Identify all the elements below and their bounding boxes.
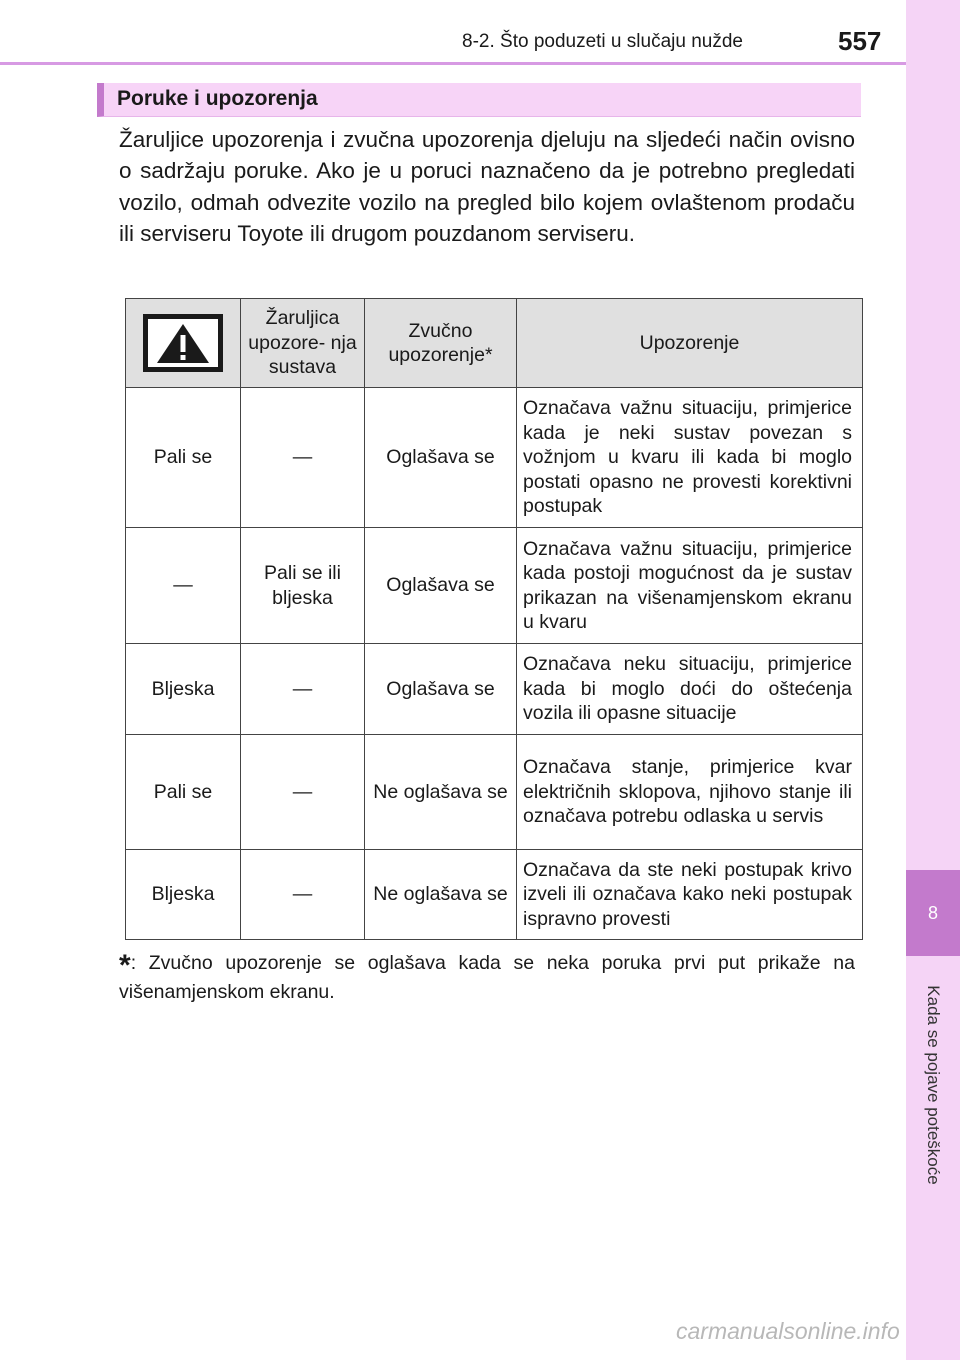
cell-system-light: — [241, 850, 365, 940]
cell-warning-light: Pali se [126, 735, 241, 850]
footnote [119, 950, 855, 1005]
cell-warning-light: — [126, 528, 241, 644]
warning-triangle-icon [143, 314, 223, 372]
footnote-marker: * [119, 949, 131, 982]
cell-description: Označava da ste neki postupak krivo izveli ili označava kako neki postupak ispravno provesti [517, 850, 863, 940]
header-warning: Upozorenje [517, 299, 863, 388]
warning-table [125, 298, 863, 940]
chapter-title-vertical: Kada se pojave poteškoće [924, 985, 943, 1185]
watermark[interactable]: carmanualsonline.info [676, 1318, 900, 1344]
cell-description: Označava važnu situaciju, primjerice kada postoji mogućnost da je sustav prikazan na višenamjenskom ekranu u kvaru [517, 528, 863, 644]
table-row [126, 735, 863, 850]
footnote-text: : Zvučno upozorenje se oglašava kada se neka poruka prvi put prikaže na višenamjenskom ekranu. [119, 952, 855, 1003]
cell-warning-light: Pali se [126, 388, 241, 528]
table-row [126, 644, 863, 735]
cell-buzzer: Ne oglašava se [365, 850, 517, 940]
page-number: 557 [838, 26, 882, 56]
table-header-row [126, 299, 863, 388]
section-heading: Poruke i upozorenja [97, 83, 861, 117]
intro-paragraph: Žaruljice upozorenja i zvučna upozorenja djeluju na sljedeći način ovisno o sadržaju poruke. Ako je u poruci naznačeno da je potrebno pregledati vozilo, odmah odvezite vozilo na pregled bilo kojem ovlaštenom prodaču ili serviseru Toyote ili drugom pouzdanom serviseru. [119, 127, 855, 246]
header-buzzer: Zvučno upozorenje* [365, 299, 517, 388]
table-row [126, 528, 863, 644]
cell-warning-light: Bljeska [126, 644, 241, 735]
cell-buzzer: Oglašava se [365, 644, 517, 735]
header-system-light: Žaruljica upozore- nja sustava [241, 299, 365, 388]
header-rule [0, 62, 906, 65]
cell-system-light: — [241, 644, 365, 735]
cell-buzzer: Oglašava se [365, 528, 517, 644]
cell-buzzer: Oglašava se [365, 388, 517, 528]
cell-system-light: — [241, 388, 365, 528]
chapter-number-badge: 8 [906, 870, 960, 956]
cell-description: Označava važnu situaciju, primjerice kada je neki sustav povezan s vožnjom u kvaru ili kada bi moglo postati opasno ne provesti korektivni postupak [517, 388, 863, 528]
cell-system-light: — [241, 735, 365, 850]
section-breadcrumb: 8-2. Što poduzeti u slučaju nužde [462, 31, 743, 52]
table-row [126, 388, 863, 528]
cell-buzzer: Ne oglašava se [365, 735, 517, 850]
cell-description: Označava neku situaciju, primjerice kada bi moglo doći do oštećenja vozila ili opasne situacije [517, 644, 863, 735]
table-row [126, 850, 863, 940]
icon-header-cell [126, 299, 241, 388]
cell-description: Označava stanje, primjerice kvar električnih sklopova, njihovo stanje ili označava potrebu odlaska u servis [517, 735, 863, 850]
cell-system-light: Pali se ili bljeska [241, 528, 365, 644]
cell-warning-light: Bljeska [126, 850, 241, 940]
